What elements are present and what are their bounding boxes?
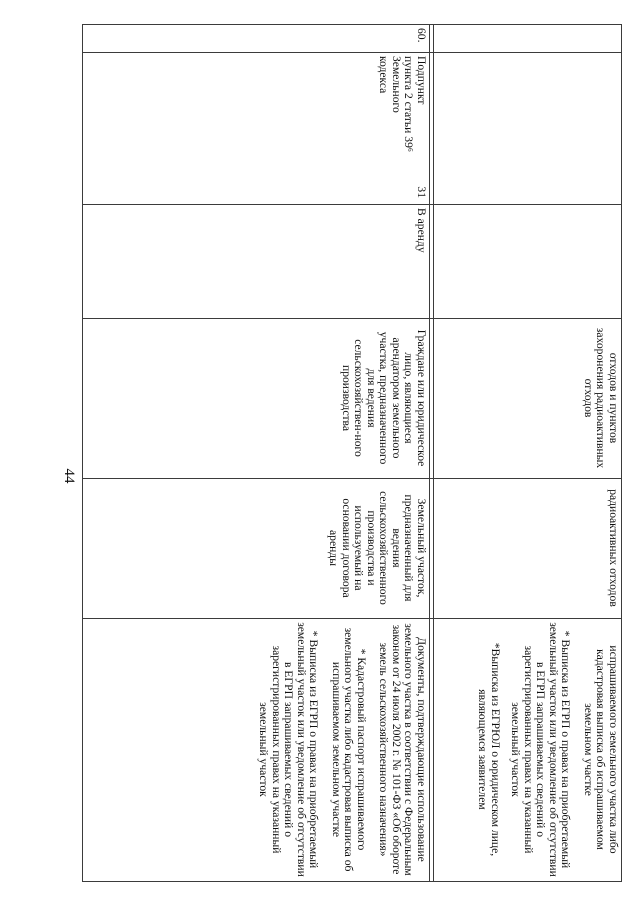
cell-documents [83,618,430,881]
basis-line: Подпункт [415,56,428,105]
documents-paragraph: Документы, подтверждающие использование земельного участка в соответствии с Федеральным законом от 24 июля 2002 г. № 101-ФЗ «Об обороте земель сельскохозяйственного назначения» [377,623,428,876]
documents-paragraph: * Выписка из ЕГРП о правах на приобретаемый земельный участок или уведомление об отсутствии в ЕГРП запрашиваемых сведений о зарегистрированных правах на указанный земельный участок [257,622,321,877]
row-number: 60. [415,28,428,43]
cell-documents-continued [434,618,622,881]
documents-continued-paragraph: * Выписка из ЕГРП о правах на приобретаемый земельный участок или уведомление об отсутствии в ЕГРП запрашиваемых сведений о зарегистрированных правах на указанный земельный участок [509,622,573,877]
page-number: 44 [61,468,77,484]
basis-subpoint-number: 31 [415,186,428,198]
cell-grant-type: В аренду [415,208,428,253]
documents-paragraph: * Кадастровый паспорт испрашиваемого земельного участка либо кадастровая выписка об испрашиваемом земельном участке [330,627,368,872]
cell-applicant: Граждане или юридическое лицо, являющиеся арендатором земельного участка, предназначенного для ведения сельскохозяйствен-ного производства [340,329,428,467]
table-border-right [82,881,622,882]
cell-land-plot: Земельный участок, предназначенный для ведения сельскохозяйственного производства и используемый на основании договора аренды [327,491,428,605]
cell-land-continued: радиоактивных отходов [607,489,620,607]
documents-continued-paragraph: *Выписка из ЕГРЮЛ о юридическом лице, являющемся заявителем [476,642,502,857]
table-rotated-frame [82,24,622,882]
col-divider [82,204,622,205]
basis-line: Земельного [390,56,403,113]
cell-applicant-continued: отходов и пунктов захоронения радиоактивных отходов [582,327,620,469]
documents-continued-paragraph: испрашиваемого земельного участка либо кадастровая выписка об испрашиваемом земельном участке [582,645,620,854]
land-documents-table [82,24,622,882]
cell-legal-basis [310,52,430,204]
basis-line: пункта 2 статьи 39⁶ [402,56,416,152]
basis-line: кодекса [377,56,391,94]
table-border-left [82,24,622,25]
